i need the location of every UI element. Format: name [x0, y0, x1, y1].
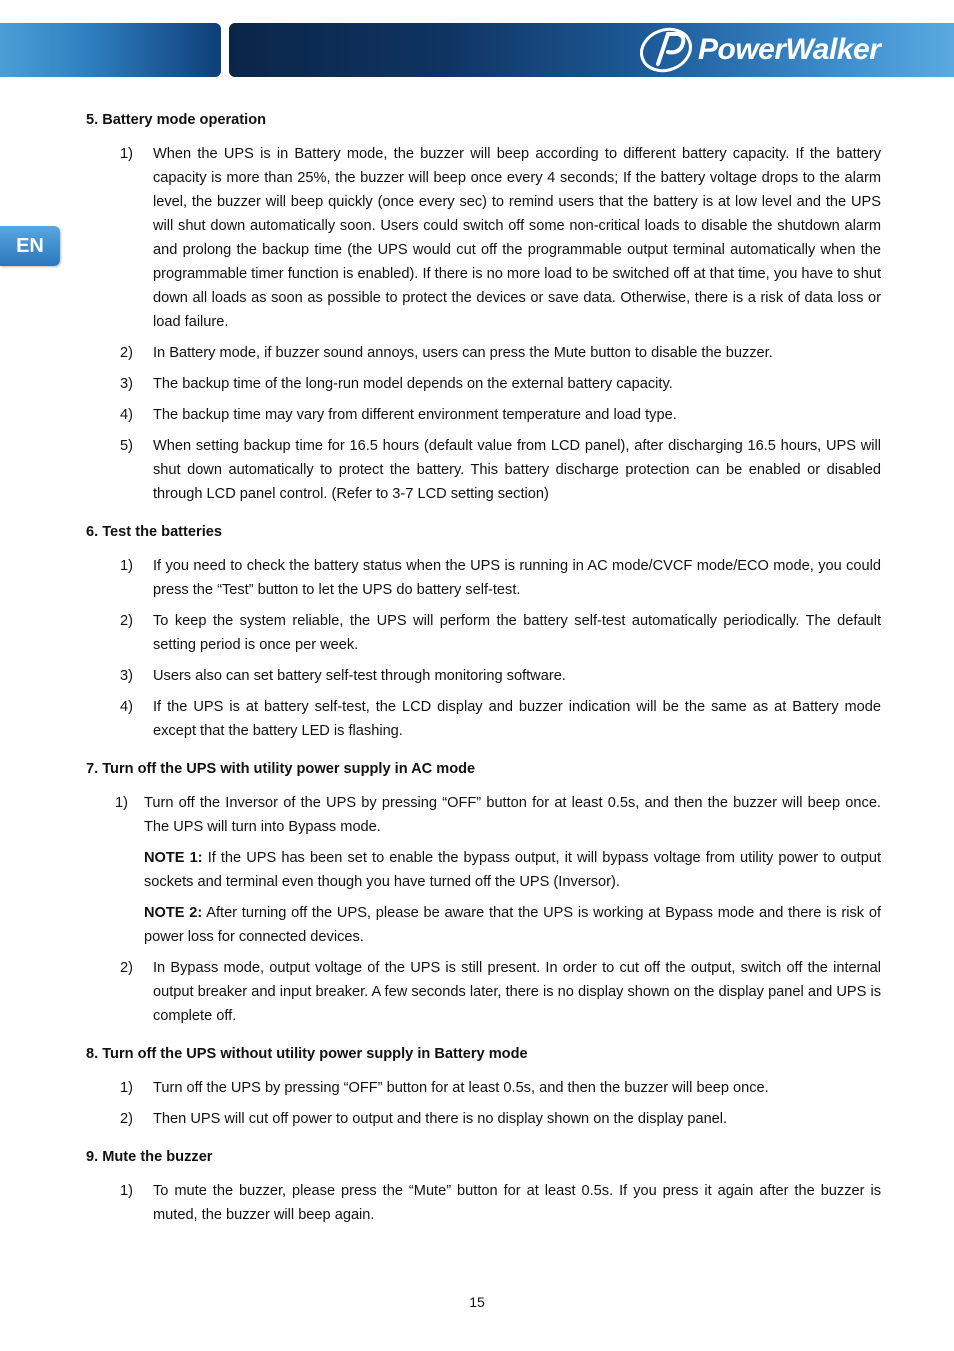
item-text: The backup time may vary from different environment temperature and load type.: [153, 407, 677, 423]
list-item: [86, 341, 881, 365]
section-turn-off-ac: [86, 757, 881, 1028]
item-text: Turn off the Inversor of the UPS by pressing “OFF” button for at least 0.5s, and then the buzzer will beep once. The UPS will turn into Bypass mode.: [144, 795, 881, 835]
list-item: [86, 664, 881, 688]
brand-name: PowerWalker: [698, 33, 881, 66]
list-item: [86, 142, 881, 334]
item-text: The backup time of the long-run model depends on the external battery capacity.: [153, 376, 673, 392]
item-text: If the UPS is at battery self-test, the LCD display and buzzer indication will be the same as at Battery mode except that the battery LED is flashing.: [153, 699, 881, 739]
item-number: 1): [115, 795, 128, 811]
item-text: In Bypass mode, output voltage of the UPS is still present. In order to cut off the output, switch off the internal output breaker and input breaker. A few seconds later, there is no display shown on the display panel and UPS is complete off.: [153, 960, 881, 1024]
list-item: [86, 1076, 881, 1100]
item-text: Users also can set battery self-test through monitoring software.: [153, 668, 566, 684]
powerwalker-logo-icon: [638, 26, 694, 74]
item-number: 2): [120, 960, 133, 976]
item-number: 4): [120, 699, 133, 715]
document-body: [86, 108, 881, 1241]
section-title: 9. Mute the buzzer: [86, 1149, 213, 1165]
note-2: [86, 901, 881, 949]
note-label: NOTE 2:: [144, 905, 203, 921]
note-1: [86, 846, 881, 894]
list-item: [86, 609, 881, 657]
item-number: 3): [120, 668, 133, 684]
section-test-batteries: [86, 520, 881, 743]
list-item: [86, 956, 881, 1028]
item-number: 2): [120, 345, 133, 361]
brand-logo: [638, 25, 880, 75]
item-text: To mute the buzzer, please press the “Mute” button for at least 0.5s. If you press it again after the buzzer is muted, the buzzer will beep again.: [153, 1183, 881, 1223]
item-text: When the UPS is in Battery mode, the buzzer will beep according to different battery capacity. If the battery capacity is more than 25%, the buzzer will beep once every 4 seconds; If the battery voltage drops to the alarm level, the buzzer will beep quickly (once every sec) to remind users that the battery is at low level and the UPS will shut down automatically soon. Users could switch off some non-critical loads to disable the shutdown alarm and prolong the backup time (the UPS would cut off the programmable output terminal automatically when the programmable timer function is enabled). If there is no more load to be switched off at that time, you have to shut down all loads as soon as possible to protect the devices or save data. Otherwise, there is a risk of data loss or load failure.: [153, 146, 881, 330]
item-number: 1): [120, 1080, 133, 1096]
note-text: If the UPS has been set to enable the bypass output, it will bypass voltage from utility power to output sockets and terminal even though you have turned off the UPS (Inversor).: [144, 850, 882, 890]
item-text: Then UPS will cut off power to output and there is no display shown on the display panel.: [153, 1111, 728, 1127]
item-text: When setting backup time for 16.5 hours (default value from LCD panel), after discharging 16.5 hours, UPS will shut down automatically to protect the battery. This battery discharge protection can be enabled or disabled through LCD panel control. (Refer to 3-7 LCD setting section): [153, 438, 881, 502]
list-item: [86, 695, 881, 743]
item-text: Turn off the UPS by pressing “OFF” button for at least 0.5s, and then the buzzer will beep once.: [153, 1080, 769, 1096]
item-number: 2): [120, 613, 133, 629]
list-item: [86, 791, 881, 839]
item-number: 1): [120, 1183, 133, 1199]
list-item: [86, 1107, 881, 1131]
section-title: 8. Turn off the UPS without utility power supply in Battery mode: [86, 1046, 528, 1062]
list-item: [86, 1179, 881, 1227]
section-title: 7. Turn off the UPS with utility power supply in AC mode: [86, 761, 476, 777]
list-item: [86, 434, 881, 506]
item-number: 1): [120, 146, 133, 162]
item-number: 2): [120, 1111, 133, 1127]
item-number: 3): [120, 376, 133, 392]
language-tab[interactable]: EN: [0, 226, 60, 266]
item-number: 1): [120, 558, 133, 574]
item-text: If you need to check the battery status when the UPS is running in AC mode/CVCF mode/ECO mode, you could press the “Test” button to let the UPS do battery self-test.: [153, 558, 881, 598]
section-battery-mode: [86, 108, 881, 506]
note-label: NOTE 1:: [144, 850, 203, 866]
section-title: 6. Test the batteries: [86, 524, 222, 540]
item-text: To keep the system reliable, the UPS will perform the battery self-test automatically periodically. The default setting period is once per week.: [153, 613, 881, 653]
list-item: [86, 554, 881, 602]
list-item: [86, 372, 881, 396]
section-mute-buzzer: [86, 1145, 881, 1227]
section-turn-off-battery: [86, 1042, 881, 1131]
item-number: 5): [120, 438, 133, 454]
section-title: 5. Battery mode operation: [86, 112, 267, 128]
list-item: [86, 403, 881, 427]
page-number: 15: [469, 1294, 485, 1310]
item-text: In Battery mode, if buzzer sound annoys, users can press the Mute button to disable the buzzer.: [153, 345, 773, 361]
header-band-left: [0, 23, 221, 77]
note-text: After turning off the UPS, please be aware that the UPS is working at Bypass mode and there is risk of power loss for connected devices.: [144, 905, 882, 945]
item-number: 4): [120, 407, 133, 423]
